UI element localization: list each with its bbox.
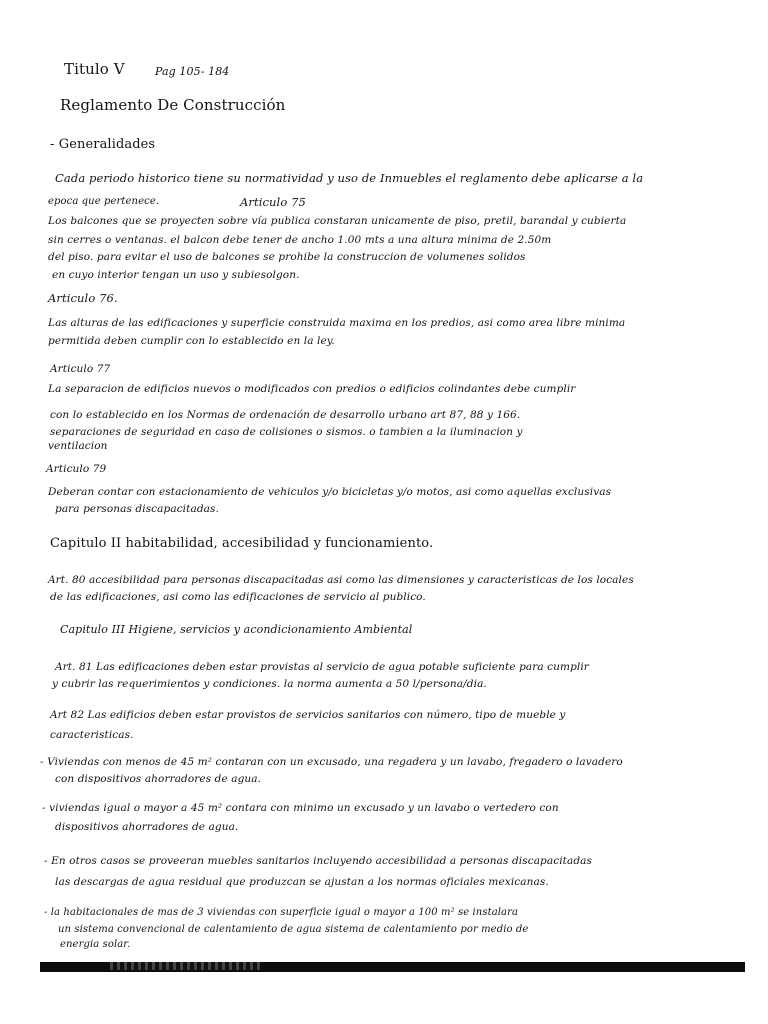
text-line: dispositivos ahorradores de agua. xyxy=(55,821,239,833)
subtitle: Reglamento De Construcción xyxy=(60,96,286,114)
article-heading: Articulo 79 xyxy=(46,463,107,475)
text-line: ventilacion xyxy=(48,440,108,452)
text-line: Deberan contar con estacionamiento de vehiculos y/o bicicletas y/o motos, asi como aquellas exclusivas xyxy=(48,486,612,498)
text-line: las descargas de agua residual que produzcan se ajustan a los normas oficiales mexicanas. xyxy=(55,876,549,888)
text-line: sin cerres o ventanas. el balcon debe tener de ancho 1.00 mts a una altura minima de 2.50m xyxy=(48,234,552,246)
text-line: epoca que pertenece. xyxy=(48,196,160,207)
text-line: Art 82 Las edificios deben estar provistos de servicios sanitarios con número, tipo de mueble y xyxy=(50,709,566,721)
text-line: con lo establecido en los Normas de ordenación de desarrollo urbano art 87, 88 y 166. xyxy=(50,409,521,421)
title: Titulo V xyxy=(64,60,125,78)
text-line: del piso. para evitar el uso de balcones se prohibe la construccion de volumenes solidos xyxy=(48,251,526,263)
page-edge-scrawl xyxy=(110,962,260,970)
text-line: Cada periodo historico tiene su normatividad y uso de Inmuebles el reglamento debe aplicarse a la xyxy=(55,171,644,185)
text-line: energia solar. xyxy=(60,939,131,950)
list-item: - En otros casos se proveeran muebles sanitarios incluyendo accesibilidad a personas discapacitadas xyxy=(44,855,593,867)
text-line: Art. 81 Las edificaciones deben estar provistas al servicio de agua potable suficiente para cumplir xyxy=(55,661,589,673)
text-line: y cubrir las requerimientos y condiciones. la norma aumenta a 50 l/persona/dia. xyxy=(52,678,487,690)
chapter-heading: Capitulo III Higiene, servicios y acondicionamiento Ambiental xyxy=(60,623,413,636)
text-line: en cuyo interior tengan un uso y subiesolgon. xyxy=(52,269,300,281)
page-range: Pag 105- 184 xyxy=(155,65,230,78)
text-line: permitida deben cumplir con lo establecido en la ley. xyxy=(48,335,335,347)
text-line: Art. 80 accesibilidad para personas discapacitadas asi como las dimensiones y caracteristicas de los locales xyxy=(48,574,634,586)
text-line: Las alturas de las edificaciones y superficie construida maxima en los predios, asi como area libre minima xyxy=(48,317,626,329)
section-heading: - Generalidades xyxy=(50,137,156,152)
text-line: La separacion de edificios nuevos o modificados con predios o edificios colindantes debe cumplir xyxy=(48,383,576,395)
text-line: un sistema convencional de calentamiento de agua sistema de calentamiento por medio de xyxy=(58,924,529,935)
list-item: - viviendas igual o mayor a 45 m² contara con minimo un excusado y un lavabo o vertedero con xyxy=(42,802,559,814)
text-line: separaciones de seguridad en caso de colisiones o sismos. o tambien a la iluminacion y xyxy=(50,426,523,438)
article-heading: Articulo 75 xyxy=(240,195,306,209)
text-line: con dispositivos ahorradores de agua. xyxy=(55,773,262,785)
text-line: de las edificaciones, asi como las edificaciones de servicio al publico. xyxy=(50,591,426,603)
article-heading: Articulo 77 xyxy=(50,363,111,375)
list-item: - Viviendas con menos de 45 m² contaran con un excusado, una regadera y un lavabo, fregadero o lavadero xyxy=(40,756,623,768)
chapter-heading: Capitulo II habitabilidad, accesibilidad y funcionamiento. xyxy=(50,536,434,551)
text-line: caracteristicas. xyxy=(50,729,134,741)
text-line: Los balcones que se proyecten sobre vía publica constaran unicamente de piso, pretil, barandal y cubierta xyxy=(48,215,627,227)
text-line: para personas discapacitadas. xyxy=(55,503,219,515)
list-item: - la habitacionales de mas de 3 viviendas con superficie igual o mayor a 100 m² se instalara xyxy=(44,907,519,918)
article-heading: Articulo 76. xyxy=(48,291,118,305)
